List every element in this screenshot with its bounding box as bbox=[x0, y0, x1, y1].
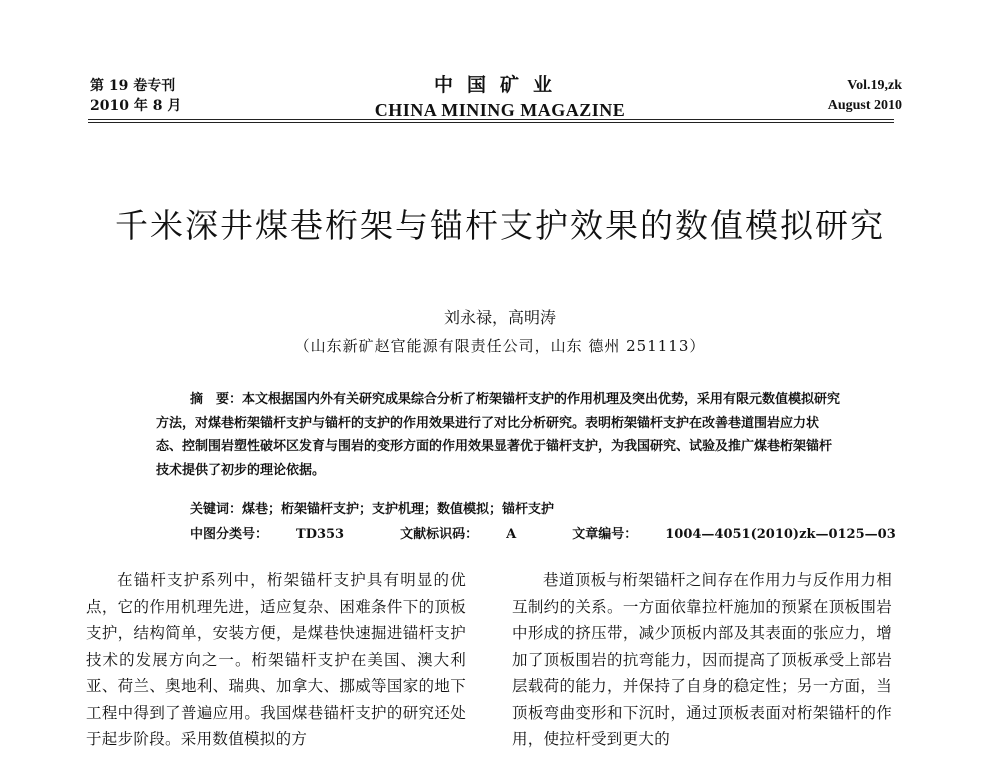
article-title: 千米深井煤巷桁架与锚杆支护效果的数值模拟研究 bbox=[115, 206, 885, 245]
issue-date: 2010 年 8 月 bbox=[90, 98, 182, 114]
journal-name-cn: 中国矿业 bbox=[433, 74, 566, 96]
article-authors: 刘永禄，高明涛 bbox=[443, 308, 556, 327]
journal-name-en: CHINA MINING MAGAZINE bbox=[374, 100, 626, 120]
header-rule-bottom bbox=[88, 122, 894, 123]
classification-line bbox=[190, 523, 952, 542]
volume-info bbox=[828, 76, 902, 116]
keywords bbox=[190, 498, 554, 517]
body-paragraph: 在锚杆支护系列中，桁架锚杆支护具有明显的优点，它的作用机理先进，适应复杂、困难条件下的顶板支护，结构简单，安装方便，是煤巷快速掘进锚杆支护技术的发展方向之一。桁架锚杆支护在美国、澳大利亚、荷兰、奥地利、瑞典、加拿大、挪威等国家的地下工程中得到了普遍应用。我国煤巷锚杆支护的研究还处于起步阶段。采用数值模拟的方 bbox=[86, 571, 466, 748]
abstract-text: 本文根据国内外有关研究成果综合分析了桁架锚杆支护的作用机理及突出优势，采用有限元数值模拟研究方法，对煤巷桁架锚杆支护与锚杆的支护的作用效果进行了对比分析研究。表明桁架锚杆支护在改善巷道围岩应力状态、控制围岩塑性破坏区发育与围岩的变形方面的作用效果显著优于锚杆支护，为我国研究、试验及推广煤巷桁架锚杆技术提供了初步的理论依据。 bbox=[156, 392, 841, 478]
abstract-label: 摘 要： bbox=[190, 392, 243, 407]
abstract bbox=[156, 388, 842, 482]
document-code: 文献标识码： A bbox=[400, 527, 517, 542]
body-paragraph: 巷道顶板与桁架锚杆之间存在作用力与反作用力相互制约的关系。一方面依靠拉杆施加的预紧在顶板围岩中形成的挤压带，减少顶板内部及其表面的张应力，增加了顶板围岩的抗弯能力，因而提高了顶板承受上部岩层载荷的能力，并保持了自身的稳定性；另一方面，当顶板弯曲变形和下沉时，通过顶板表面对桁架锚杆的作用，使拉杆受到更大的 bbox=[512, 571, 892, 748]
article-number: 文章编号： 1004—4051(2010)zk—0125—03 bbox=[572, 527, 896, 542]
issue-volume: 第 19 卷专刊 bbox=[90, 78, 176, 94]
body-column-left bbox=[86, 567, 466, 753]
keywords-label: 关键词： bbox=[190, 502, 243, 517]
body-column-right bbox=[512, 567, 892, 753]
keywords-list: 煤巷；桁架锚杆支护；支护机理；数值模拟；锚杆支护 bbox=[242, 502, 555, 517]
publication-date: August 2010 bbox=[827, 98, 902, 113]
article-affiliation: （山东新矿赵官能源有限责任公司，山东 德州 251113） bbox=[294, 337, 706, 355]
header-rule-top bbox=[88, 119, 894, 120]
clc-number: 中图分类号： TD353 bbox=[190, 527, 345, 542]
volume-number: Vol.19,zk bbox=[847, 78, 902, 93]
